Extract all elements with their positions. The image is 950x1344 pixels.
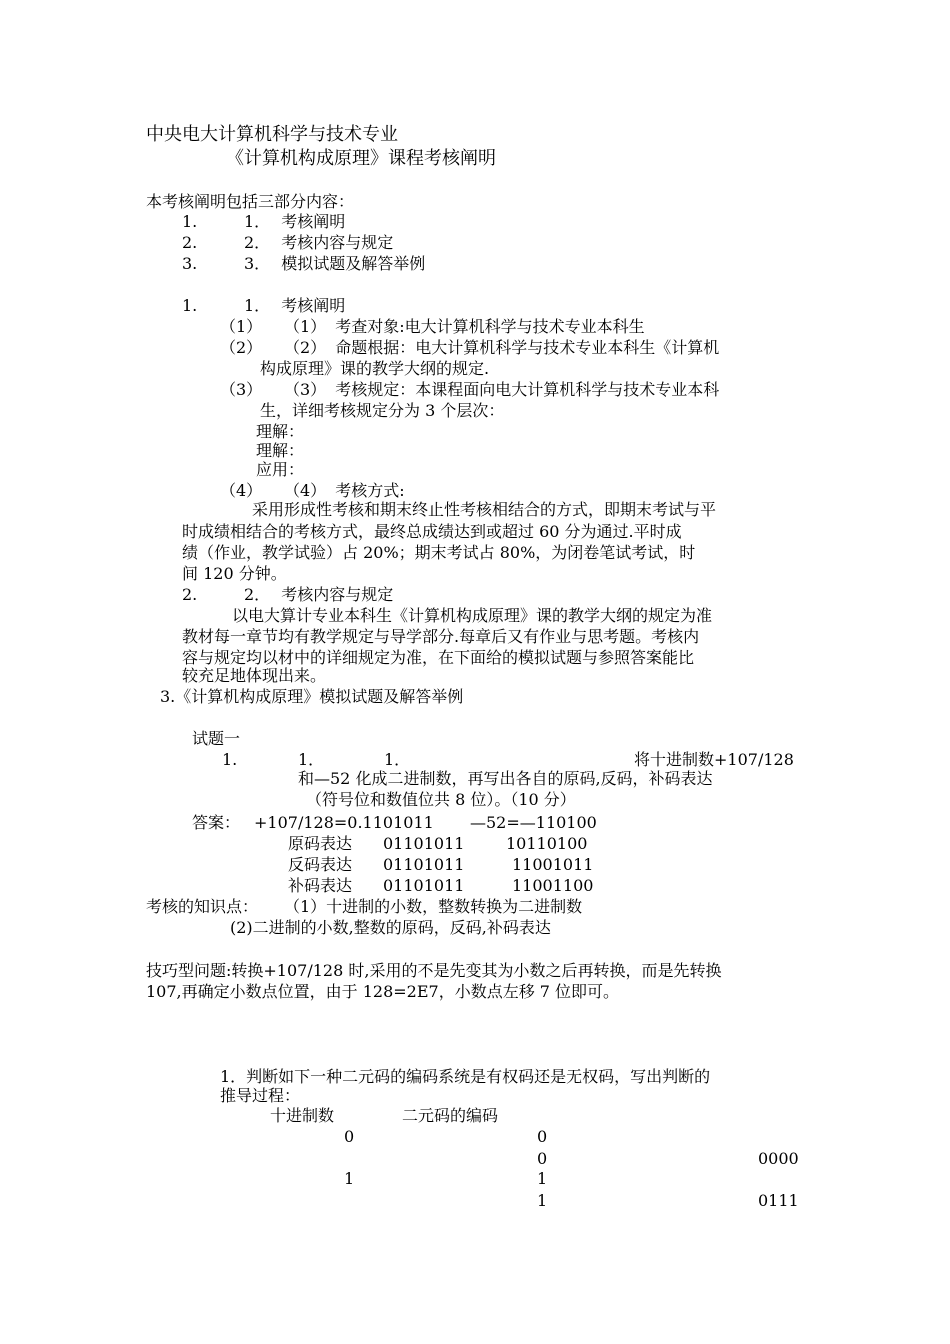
list-item [182, 212, 197, 232]
section1-title: 考核阐明 [281, 296, 346, 315]
paragraph-line: 教材每一章节均有教学规定与导学部分.每章后又有作业与思考题。考核内 [182, 627, 700, 646]
item-line: 考查对象:电大计算机科学与技术专业本科生 [335, 317, 645, 336]
cell-value: 01101011 [383, 834, 465, 853]
item-line: 考核方式: [335, 481, 405, 500]
list-subnumber: 2． [244, 233, 271, 252]
section1-subnumber: 1． [244, 296, 271, 315]
section2-heading [244, 585, 393, 605]
column-header: 十进制数 [270, 1106, 335, 1125]
paragraph-line: 容与规定均以材中的详细规定为准，在下面给的模拟试题与参照答案能比 [182, 648, 695, 667]
level-item: 理解： [256, 441, 305, 460]
cell-value: 1 [344, 1169, 355, 1188]
list-item [182, 254, 197, 274]
question-line: （符号位和数值位共 8 位）。（10 分） [306, 790, 576, 809]
item-subnumber: （1） [284, 317, 327, 336]
section2-title: 考核内容与规定 [281, 585, 394, 604]
item-line: 构成原理》课的教学大纲的规定. [260, 359, 490, 378]
tip-line: 技巧型问题:转换+107/128 时,采用的不是先变其为小数之后再转换，而是先转换 [146, 961, 722, 980]
doc-title: 中央电大计算机科学与技术专业 [146, 124, 398, 145]
list-number: 3. [182, 254, 198, 273]
list-label: 考核内容与规定 [281, 233, 394, 252]
cell-value: 01101011 [383, 876, 465, 895]
cell-value: 11001100 [512, 876, 594, 895]
row-label: 反码表达 [288, 855, 353, 874]
list-number: 1. [182, 212, 198, 231]
section3-heading: 3.《计算机构成原理》模拟试题及解答举例 [160, 687, 464, 706]
tip-line: 107,再确定小数点位置，由于 128=2E7，小数点左移 7 位即可。 [146, 982, 620, 1001]
paragraph-line: 以电大算计专业本科生《计算机构成原理》课的教学大纲的规定为准 [232, 606, 713, 625]
cell-value: 11001011 [512, 855, 594, 874]
question-number: 1. [222, 750, 238, 769]
exam1-heading: 试题一 [192, 729, 241, 748]
paragraph-line: 较充足地体现出来。 [182, 666, 327, 685]
cell-value: 0 [344, 1127, 355, 1146]
list-item-text [244, 254, 425, 274]
item-text [284, 380, 719, 400]
item-number: （1） [220, 317, 263, 336]
question-line: 1．判断如下一种二元码的编码系统是有权码还是无权码，写出判断的 [220, 1067, 711, 1086]
question-subnumber: 1． [384, 750, 411, 769]
column-header: 二元码的编码 [402, 1106, 499, 1125]
item-subnumber: （2） [284, 338, 327, 357]
item-number: （3） [220, 380, 263, 399]
answer-label: 答案： [192, 813, 241, 832]
section2-subnumber: 2． [244, 585, 271, 604]
doc-subtitle: 《计算机构成原理》课程考核阐明 [226, 148, 496, 169]
list-subnumber: 3． [244, 254, 271, 273]
item-line: 考核规定：本课程面向电大计算机科学与技术专业本科 [335, 380, 720, 399]
cell-value: 0 [537, 1127, 548, 1146]
list-label: 考核阐明 [281, 212, 346, 231]
list-item-text [244, 212, 345, 232]
level-item: 应用： [256, 460, 305, 479]
cell-value: 0 [537, 1149, 548, 1168]
paragraph-line: 采用形成性考核和期末终止性考核相结合的方式，即期末考试与平 [252, 500, 717, 519]
row-label: 原码表达 [288, 834, 353, 853]
list-item-text [244, 233, 393, 253]
cell-value: 0000 [758, 1149, 799, 1168]
question-line: 和—52 化成二进制数，再写出各自的原码,反码，补码表达 [298, 769, 713, 788]
item-line: 生，详细考核规定分为 3 个层次： [260, 401, 505, 420]
paragraph-line: 间 120 分钟。 [182, 564, 287, 583]
list-number: 2. [182, 233, 198, 252]
knowledge-point: (2)二进制的小数,整数的原码，反码,补码表达 [230, 918, 551, 937]
row-label: 补码表达 [288, 876, 353, 895]
intro-lead: 本考核阐明包括三部分内容： [146, 192, 355, 211]
cell-value: 01101011 [383, 855, 465, 874]
list-label: 模拟试题及解答举例 [281, 254, 426, 273]
item-number: （2） [220, 338, 263, 357]
item-text [284, 481, 405, 501]
item-line: 命题根据：电大计算机科学与技术专业本科生《计算机 [335, 338, 720, 357]
item-text [284, 317, 645, 337]
list-subnumber: 1． [244, 212, 271, 231]
level-item: 理解： [256, 422, 305, 441]
item-subnumber: （4） [284, 481, 327, 500]
item-number: （4） [220, 481, 263, 500]
cell-value: 1 [537, 1191, 548, 1210]
section1-number: 1. [182, 296, 198, 315]
knowledge-label: 考核的知识点： [146, 897, 259, 916]
item-text [284, 338, 719, 358]
list-item [182, 233, 197, 253]
paragraph-line: 时成绩相结合的考核方式，最终总成绩达到或超过 60 分为通过.平时成 [182, 522, 682, 541]
question-line: 推导过程： [220, 1086, 301, 1105]
cell-value: 10110100 [506, 834, 588, 853]
paragraph-line: 绩（作业，教学试验）占 20%；期末考试占 80%，为闭卷笔试考试，时 [182, 543, 696, 562]
question-subnumber: 1． [298, 750, 325, 769]
section2-number: 2. [182, 585, 198, 604]
cell-value: 0111 [758, 1191, 799, 1210]
answer-value: —52=—110100 [470, 813, 597, 832]
answer-value: +107/128=0.1101011 [254, 813, 434, 832]
question-line: 将十进制数+107/128 [634, 750, 794, 769]
section1-heading [244, 296, 345, 316]
cell-value: 1 [537, 1169, 548, 1188]
item-subnumber: （3） [284, 380, 327, 399]
knowledge-point: （1）十进制的小数，整数转换为二进制数 [284, 897, 583, 916]
